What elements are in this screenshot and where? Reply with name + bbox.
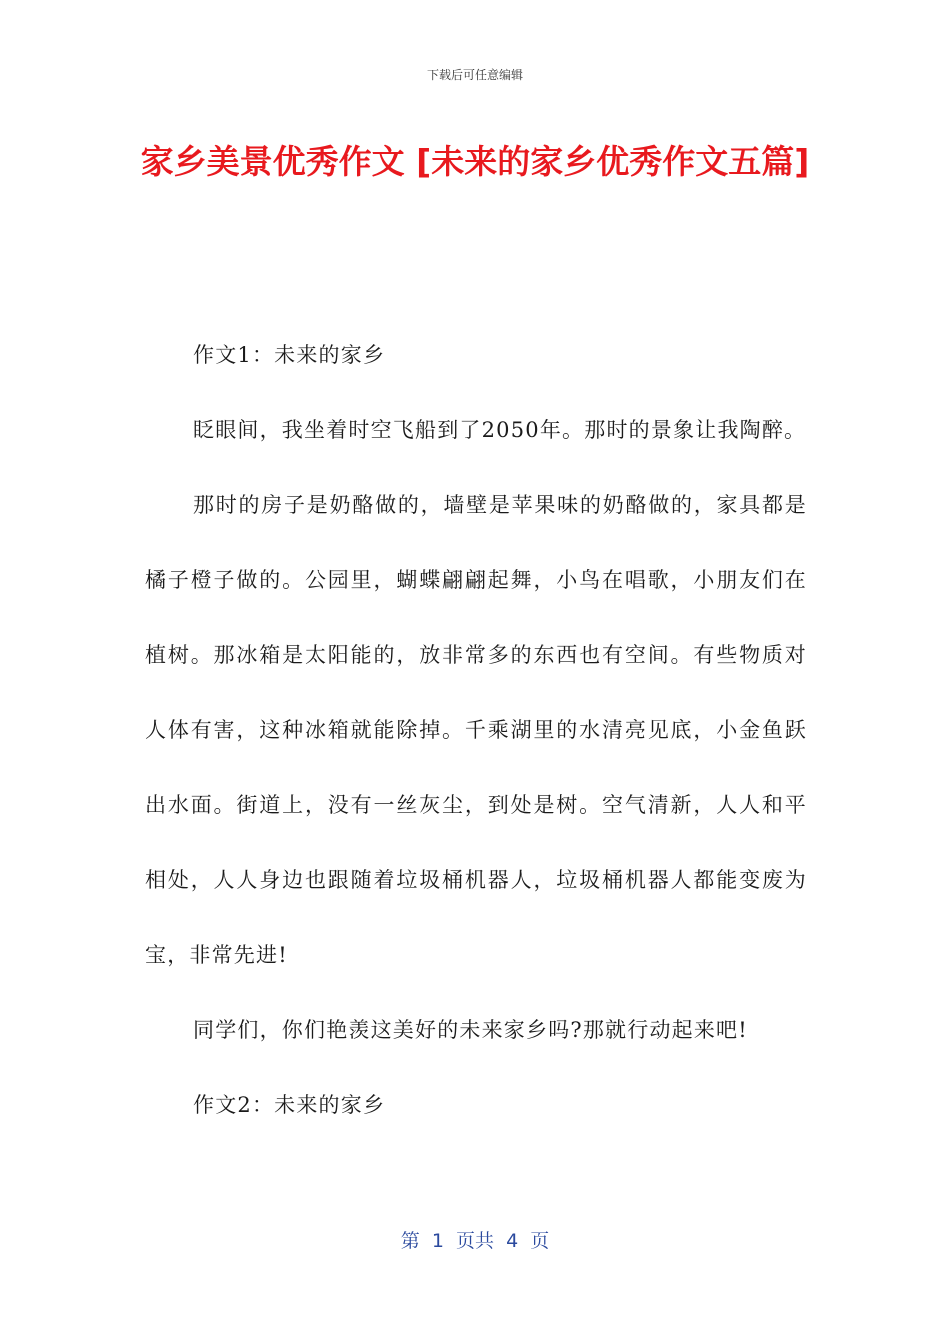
header-note: 下载后可任意编辑: [426, 68, 523, 82]
paragraph-description: 那时的房子是奶酪做的，墙壁是苹果味的奶酪做的，家具都是橘子橙子做的。公园里，蝴蝶翩翩起舞，小鸟在唱歌，小朋友们在植树。那冰箱是太阳能的，放非常多的东西也有空间。有些物质对人体有害，这种冰箱就能除掉。千乘湖里的水清亮见底，小金鱼跃出水面。街道上，没有一丝灰尘，到处是树。空气清新，人人和平相处，人人身边也跟随着垃圾桶机器人，垃圾桶机器人都能变废为宝，非常先进!: [145, 493, 807, 967]
document-body: [145, 318, 807, 1143]
document-title: 家乡美景优秀作文 [未来的家乡优秀作文五篇]: [140, 142, 810, 181]
essay-2-heading: 作文2：未来的家乡: [193, 1093, 386, 1117]
paragraph-closing: 同学们，你们艳羡这美好的未来家乡吗?那就行动起来吧!: [193, 1018, 748, 1042]
essay-1-heading: 作文1：未来的家乡: [193, 343, 386, 367]
page-number: 第 1 页共 4 页: [400, 1230, 550, 1252]
paragraph-intro: 眨眼间，我坐着时空飞船到了2050年。那时的景象让我陶醉。: [193, 418, 807, 442]
